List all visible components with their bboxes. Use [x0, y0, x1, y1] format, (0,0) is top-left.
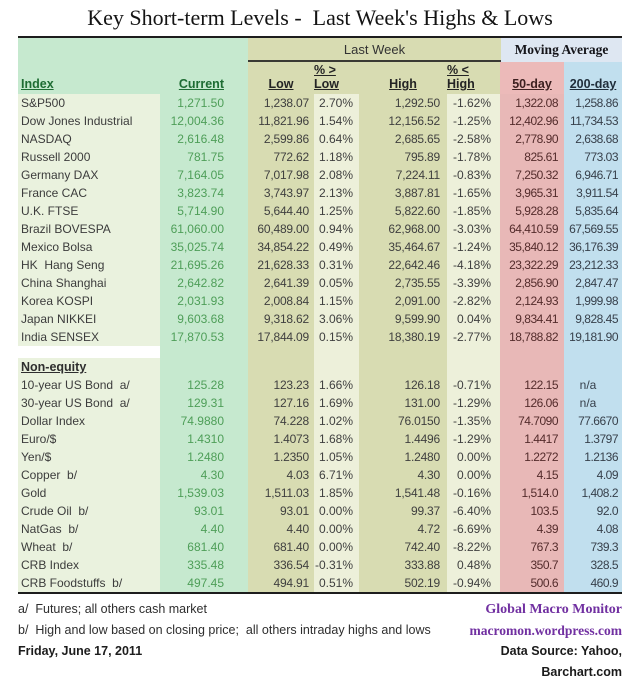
value-cell: 1,292.50 [359, 94, 447, 112]
row-label: NASDAQ [18, 130, 160, 148]
footnote-a: a/ Futures; all others cash market [18, 602, 207, 616]
row-label: CRB Index [18, 556, 160, 574]
table-row [18, 274, 622, 292]
value-cell: 126.06 [500, 394, 564, 412]
col-header-200-day-label: 200-day [569, 77, 617, 91]
last-week-label: Last Week [343, 41, 406, 57]
row-label: Euro/$ [18, 430, 160, 448]
value-cell: 739.3 [564, 538, 622, 556]
value-cell: 131.00 [359, 394, 447, 412]
value-cell: 77.6670 [564, 412, 622, 430]
value-cell: 0.04% [447, 310, 500, 328]
value-cell: 1.18% [314, 148, 359, 166]
levels-table [18, 36, 622, 594]
value-cell: 76.0150 [359, 412, 447, 430]
table-row [18, 430, 622, 448]
cell [359, 358, 447, 376]
value-cell: 23,212.33 [564, 256, 622, 274]
table-row [18, 466, 622, 484]
table-row [18, 148, 622, 166]
value-cell: 1,514.0 [500, 484, 564, 502]
row-label: Crude Oil b/ [18, 502, 160, 520]
value-cell: 4.30 [359, 466, 447, 484]
value-cell: 1.4073 [248, 430, 314, 448]
cell [564, 346, 622, 358]
col-header-50-day [500, 62, 564, 94]
value-cell: 1.3797 [564, 430, 622, 448]
value-cell: 67,569.55 [564, 220, 622, 238]
value-cell: 1.2136 [564, 448, 622, 466]
value-cell: 2,091.00 [359, 292, 447, 310]
value-cell: 3,911.54 [564, 184, 622, 202]
col-header-high-label: High [389, 77, 417, 91]
value-cell: 1.54% [314, 112, 359, 130]
value-cell: 1,539.03 [160, 484, 248, 502]
value-cell: -0.94% [447, 574, 500, 592]
value-cell: 92.0 [564, 502, 622, 520]
value-cell: 681.40 [160, 538, 248, 556]
value-cell: 0.64% [314, 130, 359, 148]
value-cell: 17,844.09 [248, 328, 314, 346]
table-row [18, 520, 622, 538]
cell [160, 346, 248, 358]
value-cell: -1.78% [447, 148, 500, 166]
table-row [18, 412, 622, 430]
value-cell: 2,638.68 [564, 130, 622, 148]
value-cell: 1,511.03 [248, 484, 314, 502]
col-header-high [359, 62, 447, 94]
table-row [18, 292, 622, 310]
value-cell: -2.58% [447, 130, 500, 148]
value-cell: 0.94% [314, 220, 359, 238]
row-label: Germany DAX [18, 166, 160, 184]
value-cell: -3.39% [447, 274, 500, 292]
value-cell: 12,402.96 [500, 112, 564, 130]
value-cell: 5,928.28 [500, 202, 564, 220]
table-row [18, 130, 622, 148]
value-cell: -1.29% [447, 394, 500, 412]
row-label: Russell 2000 [18, 148, 160, 166]
table-row [18, 184, 622, 202]
value-cell: 1,238.07 [248, 94, 314, 112]
row-label: Dollar Index [18, 412, 160, 430]
value-cell: 1,408.2 [564, 484, 622, 502]
row-label: Gold [18, 484, 160, 502]
table-row [18, 256, 622, 274]
cell [248, 358, 314, 376]
value-cell: 1.05% [314, 448, 359, 466]
value-cell: 1.4310 [160, 430, 248, 448]
value-cell: 9,599.90 [359, 310, 447, 328]
value-cell: 6,946.71 [564, 166, 622, 184]
value-cell: 1.2350 [248, 448, 314, 466]
value-cell: 2,599.86 [248, 130, 314, 148]
row-label: HK Hang Seng [18, 256, 160, 274]
row-label: CRB Foodstuffs b/ [18, 574, 160, 592]
value-cell: 74.7090 [500, 412, 564, 430]
row-label: Korea KOSPI [18, 292, 160, 310]
col-header-low-label: Low [268, 77, 294, 91]
row-label: India SENSEX [18, 328, 160, 346]
value-cell: 21,628.33 [248, 256, 314, 274]
value-cell: 9,318.62 [248, 310, 314, 328]
col-header-low [248, 62, 314, 94]
section-label: Non-equity [18, 358, 160, 376]
value-cell: 36,176.39 [564, 238, 622, 256]
value-cell: 3.06% [314, 310, 359, 328]
col-header-pct-below-high-label: % < High [447, 63, 475, 91]
row-label: Yen/$ [18, 448, 160, 466]
value-cell: 9,603.68 [160, 310, 248, 328]
col-header-current [160, 62, 248, 94]
cell [564, 358, 622, 376]
value-cell: 1.02% [314, 412, 359, 430]
value-cell: 2,685.65 [359, 130, 447, 148]
value-cell: 22,642.46 [359, 256, 447, 274]
value-cell: -1.24% [447, 238, 500, 256]
value-cell: 0.15% [314, 328, 359, 346]
value-cell: 7,250.32 [500, 166, 564, 184]
col-header-index [18, 62, 160, 94]
value-cell: 35,025.74 [160, 238, 248, 256]
value-cell: 1.2480 [359, 448, 447, 466]
table-row [18, 112, 622, 130]
value-cell: 122.15 [500, 376, 564, 394]
value-cell: 7,164.05 [160, 166, 248, 184]
cell [447, 358, 500, 376]
value-cell: -2.77% [447, 328, 500, 346]
value-cell: -1.29% [447, 430, 500, 448]
table-row [18, 376, 622, 394]
value-cell: -2.82% [447, 292, 500, 310]
value-cell: -1.85% [447, 202, 500, 220]
col-header-pct-above-low [314, 62, 359, 94]
value-cell: 74.228 [248, 412, 314, 430]
value-cell: 99.37 [359, 502, 447, 520]
row-label: Mexico Bolsa [18, 238, 160, 256]
value-cell: -0.83% [447, 166, 500, 184]
value-cell: -0.16% [447, 484, 500, 502]
value-cell: -6.40% [447, 502, 500, 520]
value-cell: 5,835.64 [564, 202, 622, 220]
non-equity-rows-section [18, 376, 622, 592]
value-cell: 3,743.97 [248, 184, 314, 202]
value-cell: 336.54 [248, 556, 314, 574]
value-cell: 1.2480 [160, 448, 248, 466]
value-cell: 825.61 [500, 148, 564, 166]
value-cell: 0.48% [447, 556, 500, 574]
value-cell: 74.9880 [160, 412, 248, 430]
footer [18, 599, 622, 683]
value-cell: 1.25% [314, 202, 359, 220]
value-cell: 3,965.31 [500, 184, 564, 202]
value-cell: 1.4417 [500, 430, 564, 448]
value-cell: 17,870.53 [160, 328, 248, 346]
value-cell: 0.51% [314, 574, 359, 592]
value-cell: 5,714.90 [160, 202, 248, 220]
col-header-pct-above-low-label: % > Low [314, 63, 339, 91]
value-cell: 4.15 [500, 466, 564, 484]
page-title: Key Short-term Levels - Last Week's Highs & Lows [87, 5, 553, 30]
value-cell: 0.00% [447, 448, 500, 466]
cell [314, 346, 359, 358]
value-cell: 1.68% [314, 430, 359, 448]
value-cell: 23,322.29 [500, 256, 564, 274]
value-cell: -8.22% [447, 538, 500, 556]
value-cell: 4.40 [160, 520, 248, 538]
value-cell: 1.2272 [500, 448, 564, 466]
value-cell: 18,380.19 [359, 328, 447, 346]
value-cell: 335.48 [160, 556, 248, 574]
row-label: Brazil BOVESPA [18, 220, 160, 238]
value-cell: 1.15% [314, 292, 359, 310]
value-cell: 34,854.22 [248, 238, 314, 256]
value-cell: 0.49% [314, 238, 359, 256]
value-cell: 19,181.90 [564, 328, 622, 346]
value-cell: 126.18 [359, 376, 447, 394]
value-cell: 2,124.93 [500, 292, 564, 310]
value-cell: 11,821.96 [248, 112, 314, 130]
table-row [18, 220, 622, 238]
col-header-50-day-label: 50-day [512, 77, 552, 91]
value-cell: 2.70% [314, 94, 359, 112]
value-cell: 62,968.00 [359, 220, 447, 238]
value-cell: -1.62% [447, 94, 500, 112]
value-cell: 3,887.81 [359, 184, 447, 202]
row-label: China Shanghai [18, 274, 160, 292]
value-cell: 2.08% [314, 166, 359, 184]
value-cell: 2,616.48 [160, 130, 248, 148]
section-gap-row [18, 346, 622, 358]
row-label: Copper b/ [18, 466, 160, 484]
value-cell: 3,823.74 [160, 184, 248, 202]
row-label: S&P500 [18, 94, 160, 112]
value-cell: 18,788.82 [500, 328, 564, 346]
value-cell: 4.40 [248, 520, 314, 538]
table-row [18, 328, 622, 346]
value-cell: 4.08 [564, 520, 622, 538]
value-cell: 4.72 [359, 520, 447, 538]
table-row [18, 484, 622, 502]
value-cell: 0.00% [447, 466, 500, 484]
value-cell: 1,322.08 [500, 94, 564, 112]
cell [359, 346, 447, 358]
value-cell: 773.03 [564, 148, 622, 166]
value-cell: 1.69% [314, 394, 359, 412]
value-cell: 12,156.52 [359, 112, 447, 130]
table-row [18, 394, 622, 412]
value-cell: 502.19 [359, 574, 447, 592]
value-cell: 2,847.47 [564, 274, 622, 292]
value-cell: 2,735.55 [359, 274, 447, 292]
value-cell: 35,840.12 [500, 238, 564, 256]
row-label: 30-year US Bond a/ [18, 394, 160, 412]
value-cell: 772.62 [248, 148, 314, 166]
value-cell: 2,641.39 [248, 274, 314, 292]
value-cell: 1,541.48 [359, 484, 447, 502]
value-cell: 497.45 [160, 574, 248, 592]
value-cell: 767.3 [500, 538, 564, 556]
table-row [18, 310, 622, 328]
non-equity-section-header [18, 358, 622, 376]
value-cell: -3.03% [447, 220, 500, 238]
report-date: Friday, June 17, 2011 [18, 644, 143, 658]
website-url: macromon.wordpress.com [469, 623, 622, 638]
data-source: Data Source: Yahoo, Barchart.com [500, 644, 622, 679]
value-cell: -6.69% [447, 520, 500, 538]
value-cell: 2,642.82 [160, 274, 248, 292]
value-cell: 494.91 [248, 574, 314, 592]
table-row [18, 538, 622, 556]
value-cell: 9,834.41 [500, 310, 564, 328]
table-row [18, 556, 622, 574]
footnotes-block [18, 599, 431, 683]
col-header-pct-below-high [447, 62, 500, 94]
col-header-index-label: Index [21, 77, 54, 91]
brand-name: Global Macro Monitor [485, 602, 622, 617]
value-cell: 1,271.50 [160, 94, 248, 112]
col-header-current-label: Current [178, 77, 224, 91]
value-cell: n/a [564, 376, 622, 394]
cell [500, 358, 564, 376]
value-cell: 6.71% [314, 466, 359, 484]
value-cell: 2.13% [314, 184, 359, 202]
row-label: U.K. FTSE [18, 202, 160, 220]
value-cell: 1.85% [314, 484, 359, 502]
table-row [18, 238, 622, 256]
value-cell: 11,734.53 [564, 112, 622, 130]
value-cell: 742.40 [359, 538, 447, 556]
value-cell: 4.03 [248, 466, 314, 484]
value-cell: -4.18% [447, 256, 500, 274]
column-header-row [18, 62, 622, 94]
value-cell: 1,258.86 [564, 94, 622, 112]
value-cell: 0.00% [314, 520, 359, 538]
value-cell: 125.28 [160, 376, 248, 394]
value-cell: -0.71% [447, 376, 500, 394]
value-cell: 60,489.00 [248, 220, 314, 238]
value-cell: 4.09 [564, 466, 622, 484]
value-cell: 5,822.60 [359, 202, 447, 220]
value-cell: 129.31 [160, 394, 248, 412]
value-cell: 21,695.26 [160, 256, 248, 274]
value-cell: 795.89 [359, 148, 447, 166]
table-row [18, 502, 622, 520]
cell [18, 346, 160, 358]
value-cell: 781.75 [160, 148, 248, 166]
value-cell: -1.65% [447, 184, 500, 202]
cell [248, 346, 314, 358]
value-cell: 4.30 [160, 466, 248, 484]
cell [447, 346, 500, 358]
row-label: France CAC [18, 184, 160, 202]
value-cell: 7,017.98 [248, 166, 314, 184]
value-cell: 127.16 [248, 394, 314, 412]
value-cell: 93.01 [248, 502, 314, 520]
row-label: Dow Jones Industrial [18, 112, 160, 130]
group-header-row [18, 38, 622, 62]
group-header-moving-average [501, 38, 622, 62]
value-cell: 123.23 [248, 376, 314, 394]
value-cell: 35,464.67 [359, 238, 447, 256]
value-cell: 93.01 [160, 502, 248, 520]
value-cell: 64,410.59 [500, 220, 564, 238]
value-cell: 9,828.45 [564, 310, 622, 328]
value-cell: 0.00% [314, 538, 359, 556]
value-cell: 350.7 [500, 556, 564, 574]
value-cell: 1.66% [314, 376, 359, 394]
value-cell: 0.05% [314, 274, 359, 292]
group-header-spacer [18, 38, 248, 62]
row-label: Japan NIKKEI [18, 310, 160, 328]
table-row [18, 202, 622, 220]
value-cell: 2,778.90 [500, 130, 564, 148]
cell [314, 358, 359, 376]
value-cell: 333.88 [359, 556, 447, 574]
value-cell: 2,008.84 [248, 292, 314, 310]
table-row [18, 94, 622, 112]
attribution-block [431, 599, 622, 683]
value-cell: 1,999.98 [564, 292, 622, 310]
value-cell: 103.5 [500, 502, 564, 520]
value-cell: 328.5 [564, 556, 622, 574]
row-label: NatGas b/ [18, 520, 160, 538]
value-cell: 460.9 [564, 574, 622, 592]
value-cell: 5,644.40 [248, 202, 314, 220]
value-cell: 1.4496 [359, 430, 447, 448]
col-header-200-day [564, 62, 622, 94]
value-cell: 681.40 [248, 538, 314, 556]
value-cell: n/a [564, 394, 622, 412]
value-cell: 7,224.11 [359, 166, 447, 184]
group-header-last-week [248, 38, 501, 62]
footnote-b: b/ High and low based on closing price; all others intraday highs and lows [18, 623, 431, 637]
cell [500, 346, 564, 358]
value-cell: 0.00% [314, 502, 359, 520]
value-cell: 2,031.93 [160, 292, 248, 310]
moving-average-label: Moving Average [514, 42, 609, 57]
value-cell: -0.31% [314, 556, 359, 574]
value-cell: 2,856.90 [500, 274, 564, 292]
value-cell: 500.6 [500, 574, 564, 592]
table-row [18, 574, 622, 592]
value-cell: -1.25% [447, 112, 500, 130]
value-cell: 4.39 [500, 520, 564, 538]
value-cell: 0.31% [314, 256, 359, 274]
value-cell: 12,004.36 [160, 112, 248, 130]
row-label: 10-year US Bond a/ [18, 376, 160, 394]
value-cell: -1.35% [447, 412, 500, 430]
row-label: Wheat b/ [18, 538, 160, 556]
table-row [18, 448, 622, 466]
table-row [18, 166, 622, 184]
equity-rows-section [18, 94, 622, 346]
value-cell: 61,060.00 [160, 220, 248, 238]
cell [160, 358, 248, 376]
